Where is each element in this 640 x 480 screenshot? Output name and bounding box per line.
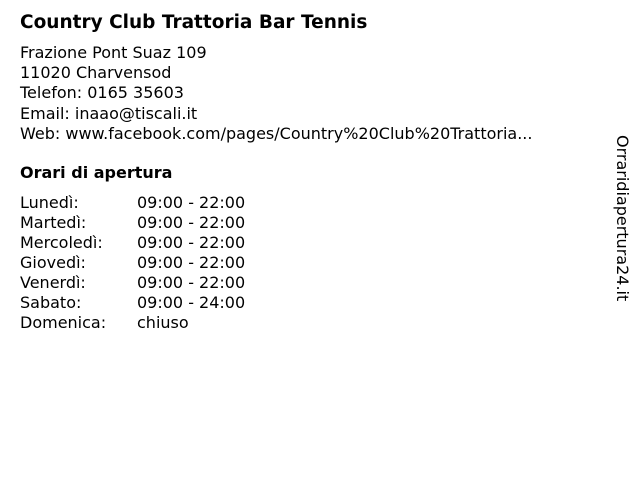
site-brand-vertical (611, 135, 635, 310)
time-value: 09:00 - 22:00 (137, 193, 246, 212)
day-label: Martedì: (20, 213, 87, 232)
day-label: Venerdì: (20, 273, 86, 292)
day-label: Mercoledì: (20, 233, 103, 252)
time-value: 09:00 - 22:00 (137, 233, 246, 252)
time-value: 09:00 - 22:00 (137, 253, 246, 272)
day-label: Giovedì: (20, 253, 86, 272)
day-label: Lunedì: (20, 193, 79, 212)
street-address: Frazione Pont Suaz 109 (20, 43, 207, 62)
site-brand-label: Orraridiapertura24.it (613, 135, 632, 302)
day-label: Sabato: (20, 293, 82, 312)
time-value: 09:00 - 22:00 (137, 273, 246, 292)
city-address: 11020 Charvensod (20, 63, 172, 83)
time-value: 09:00 - 24:00 (137, 293, 246, 312)
day-label: Domenica: (20, 313, 107, 332)
business-name: Country Club Trattoria Bar Tennis (20, 12, 368, 33)
business-contact-block (20, 43, 532, 144)
phone-line: Telefon: 0165 35603 (20, 83, 184, 103)
time-value: chiuso (137, 313, 189, 332)
opening-hours-title: Orari di apertura (20, 163, 173, 182)
time-value: 09:00 - 22:00 (137, 213, 246, 232)
email-line: Email: inaao@tiscali.it (20, 103, 198, 123)
web-line: Web: www.facebook.com/pages/Country%20Club%20Trattoria... (20, 123, 533, 143)
